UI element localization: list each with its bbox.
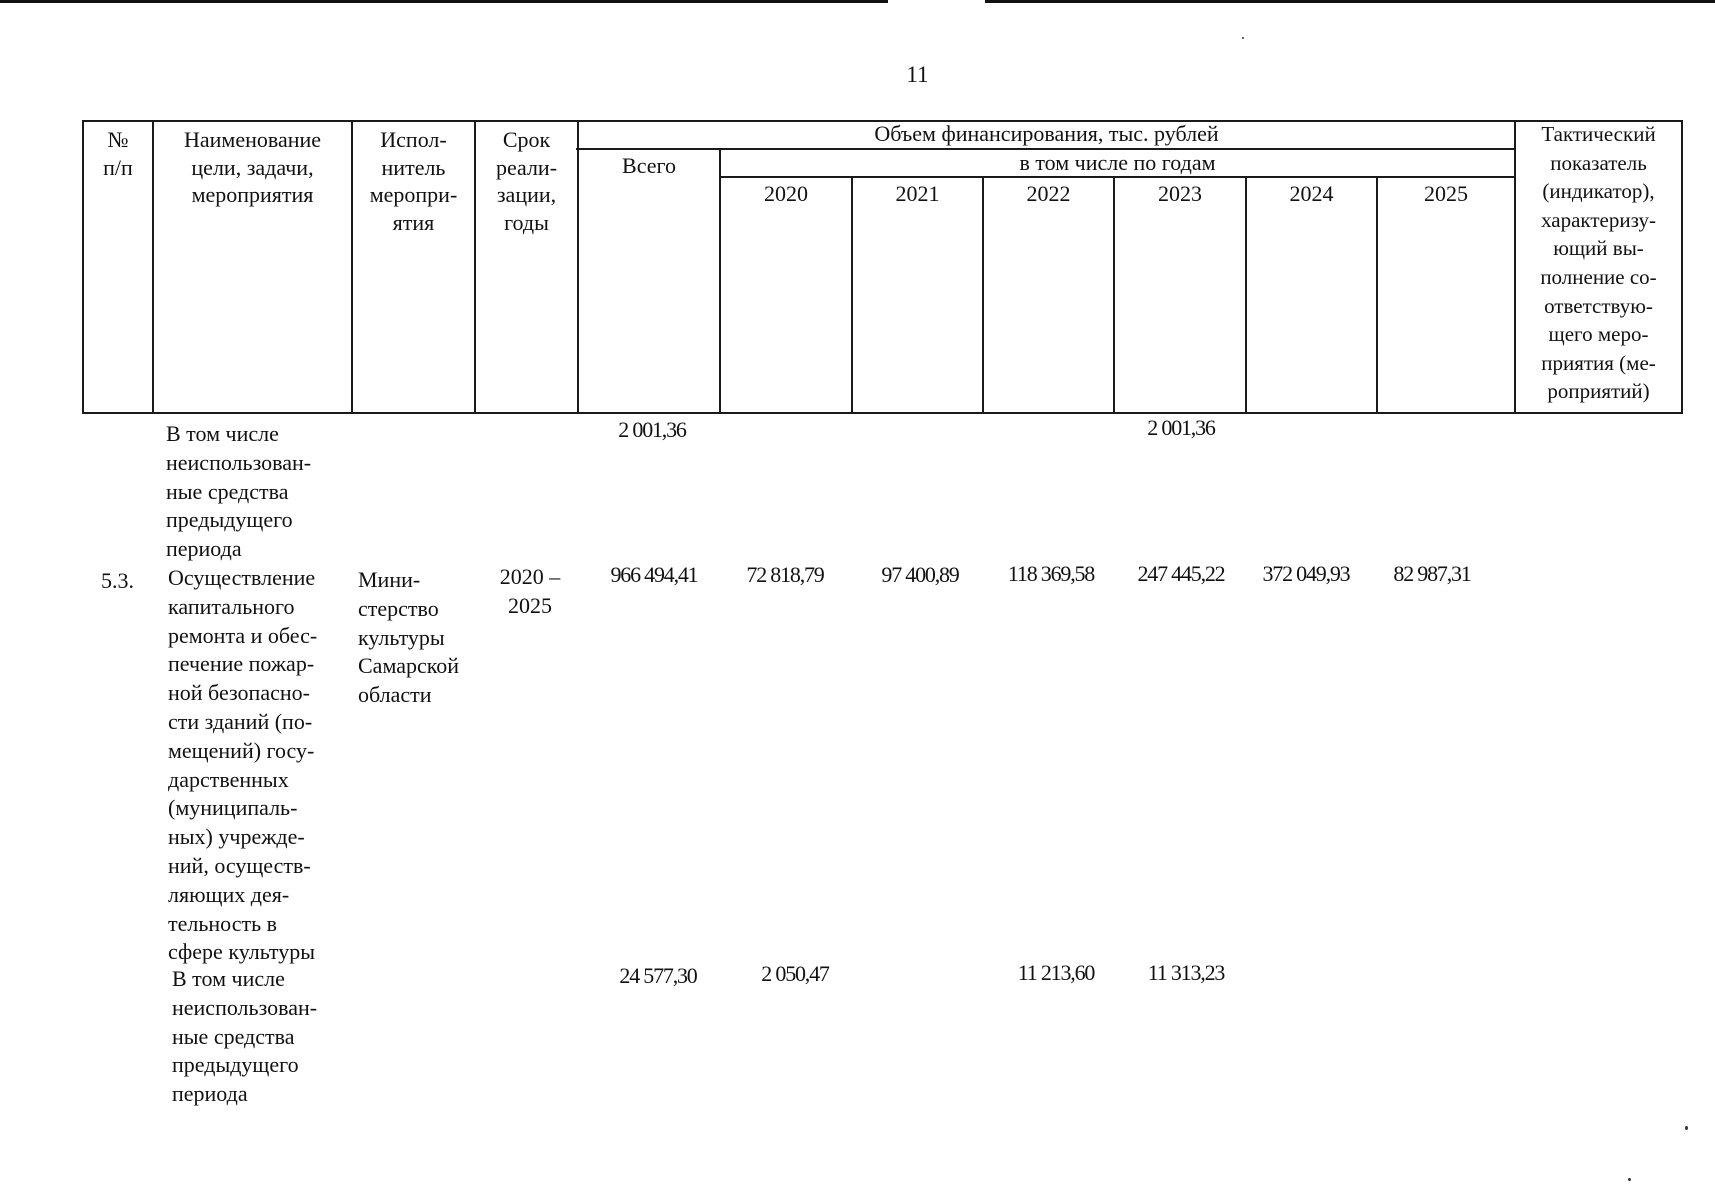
col-border [1376,176,1378,414]
row-number: 5.3. [101,568,134,593]
row-2020: 72 818,79 [746,562,824,587]
scan-edge-left [0,0,888,3]
row-name: В том числе неиспользован- ные средства предыдущего периода [166,421,312,562]
row-2022: 118 369,58 [1007,561,1095,586]
row-2025: 82 987,31 [1393,561,1471,586]
header-name: Наименование цели, задачи, мероприятия [183,127,322,207]
row-term: 2020 – 2025 [499,564,561,618]
header-year-2024: 2024 [1289,181,1334,206]
scan-edge-right [985,0,1715,3]
scan-speck [1242,37,1244,39]
header-indicator: Тактический показатель (индикатор), характеризу- ющий вы- полнение со- ответствую- щего меро- приятия (ме- роприятий) [1540,122,1657,404]
header-year-2023: 2023 [1158,181,1202,206]
row-2023: 11 313,23 [1147,960,1225,985]
header-bottom-border [82,412,1682,414]
col-border [1245,176,1247,414]
scan-speck [1685,1126,1688,1130]
col-border [982,176,984,414]
col-border [1113,176,1115,414]
row-2022: 11 213,60 [1017,960,1095,985]
header-executor: Испол- нитель меропри- ятия [369,127,458,235]
header-year-2020: 2020 [764,181,808,206]
header-term: Срок реали- зации, годы [495,127,558,235]
header-year-2022: 2022 [1026,181,1071,206]
col-border [1681,120,1683,414]
header-year-2025: 2025 [1424,181,1468,206]
col-border [851,176,853,414]
row-2020: 2 050,47 [761,961,829,986]
page-number: 11 [906,62,929,87]
row-2023: 247 445,22 [1137,561,1225,586]
row-name: В том числе неиспользован- ные средства предыдущего периода [172,966,318,1107]
header-funding: Объем финансирования, тыс. рублей [874,121,1219,146]
row-total: 2 001,36 [618,417,686,442]
row-total: 24 577,30 [619,963,697,988]
row-2023: 2 001,36 [1147,415,1215,440]
row-total: 966 494,41 [610,562,698,587]
row-2021: 97 400,89 [881,562,959,587]
row-name: Осуществление капитального ремонта и обес- печение пожар- ной безопасно- сти зданий (по- мещений) госу- дарственных (муниципаль- ных) учрежде- ний, осуществ- ляющих дея- тельность в сфере культуры [168,565,318,965]
header-year-2021: 2021 [895,181,940,206]
row-executor: Мини- стерство культуры Самарской области [358,567,460,708]
scan-speck [1628,1178,1631,1181]
row-2024: 372 049,93 [1262,561,1350,586]
header-total: Всего [622,153,676,178]
header-by-years: в том числе по годам [1019,150,1216,175]
header-no: № п/п [103,127,133,180]
